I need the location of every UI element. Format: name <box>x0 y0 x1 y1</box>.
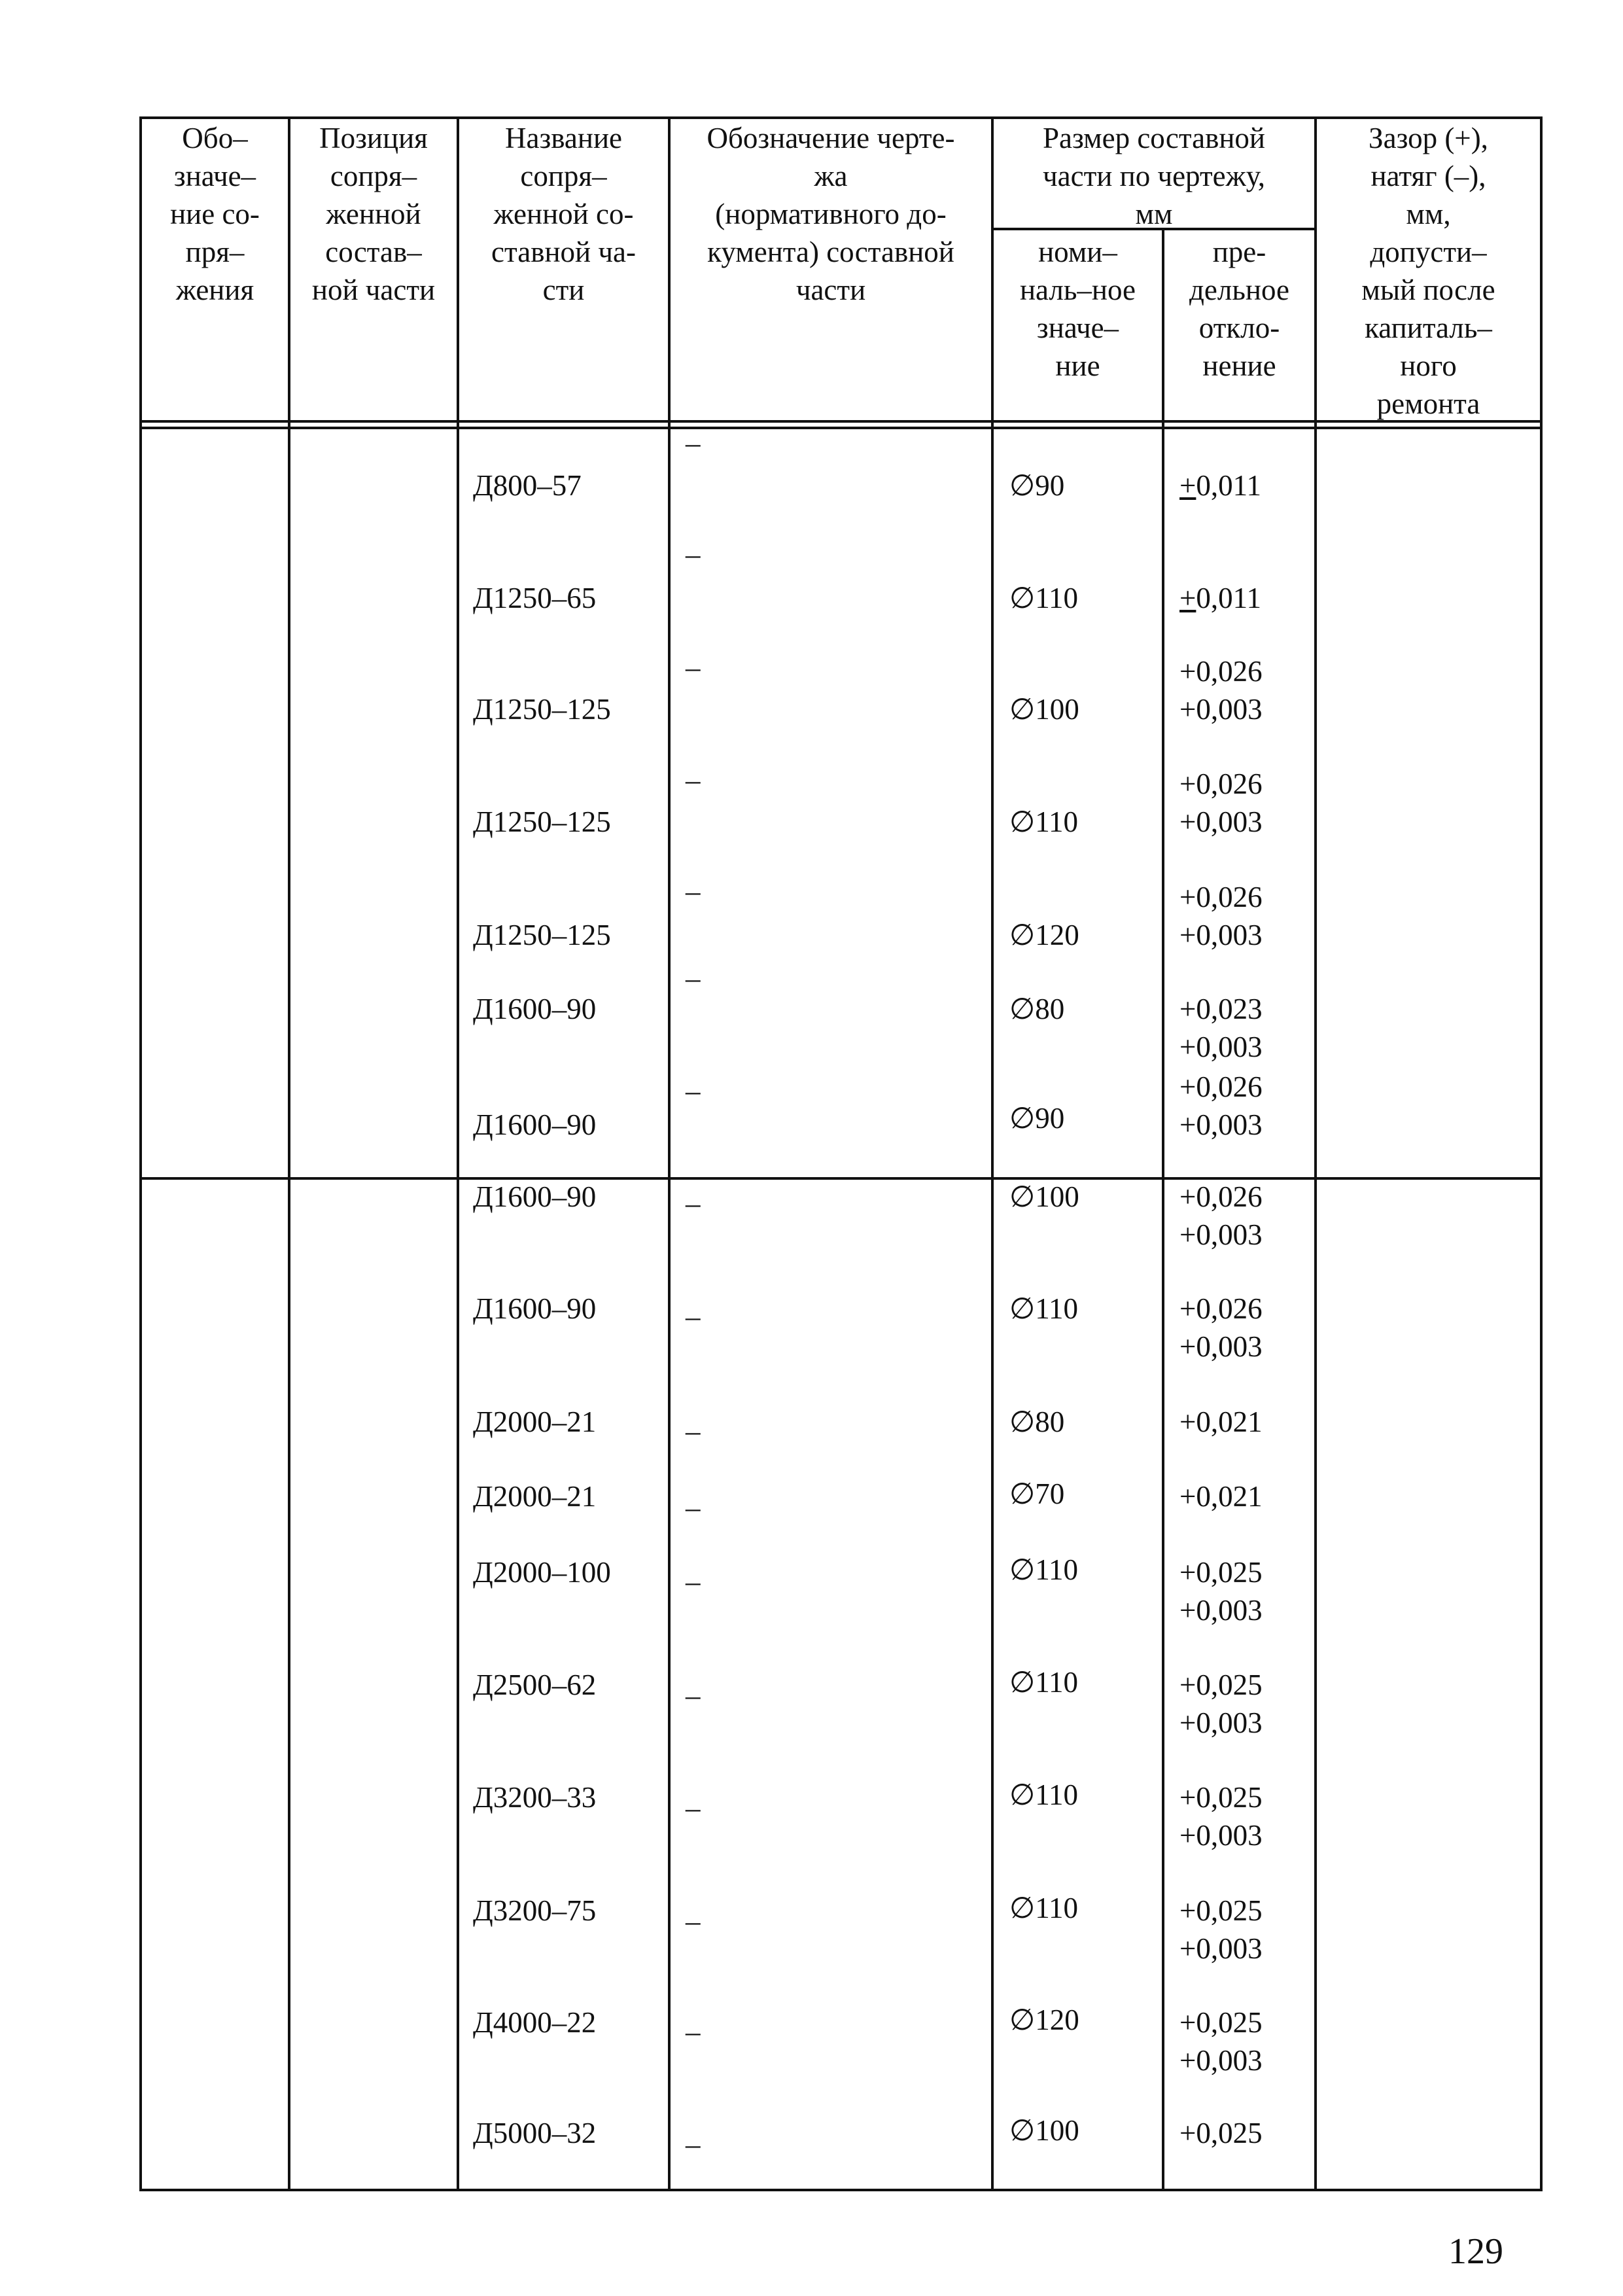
row-deviation-lower: +0,003 <box>1179 2044 1263 2077</box>
header-position: Позиция сопря– женной состав– ной части <box>311 122 436 306</box>
row-part-name: Д1600–90 <box>473 993 597 1025</box>
row-drawing-designation: – <box>686 1905 701 1937</box>
page-number: 129 <box>1448 2231 1503 2272</box>
row-drawing-designation: – <box>686 1187 701 1220</box>
row-deviation-upper: +0,021 <box>1179 1405 1263 1438</box>
header-deviation: пре- дельное откло- нение <box>1189 236 1289 382</box>
row-nominal-size: ∅80 <box>1009 993 1065 1025</box>
row-deviation-upper: +0,025 <box>1179 1669 1263 1701</box>
row-drawing-designation: – <box>686 764 701 796</box>
row-drawing-designation: – <box>686 2015 701 2048</box>
row-part-name: Д1250–125 <box>473 693 611 726</box>
header-bottom-line-2 <box>139 427 1543 429</box>
row-nominal-size: ∅110 <box>1009 1553 1079 1586</box>
row-deviation-upper: +0,026 <box>1179 881 1263 913</box>
row-drawing-designation: – <box>686 1074 701 1107</box>
row-part-name: Д5000–32 <box>473 2117 597 2149</box>
row-part-name: Д4000–22 <box>473 2006 597 2039</box>
row-drawing-designation: – <box>686 875 701 908</box>
row-drawing-designation: – <box>686 1679 701 1712</box>
row-deviation-upper: +0,026 <box>1179 1292 1263 1325</box>
row-deviation-upper: +0,025 <box>1179 1556 1263 1589</box>
header-part-name: Название сопря– женной со- ставной ча- сти <box>491 122 636 306</box>
row-drawing-designation: – <box>686 1565 701 1598</box>
row-nominal-size: ∅110 <box>1009 1778 1079 1811</box>
row-part-name: Д2000–21 <box>473 1405 597 1438</box>
row-deviation-upper: +0,011 <box>1179 582 1261 614</box>
row-deviation-lower: +0,003 <box>1179 1706 1263 1739</box>
row-drawing-designation: – <box>686 651 701 684</box>
row-drawing-designation: – <box>686 2128 701 2161</box>
row-deviation-lower: +0,003 <box>1179 1330 1263 1363</box>
row-deviation-lower: +0,003 <box>1179 805 1263 838</box>
header-part-size: Размер составной части по чертежу, мм <box>1042 122 1265 230</box>
header-drawing-designation: Обозначение черте- жа (нормативного до- кумента) составной части <box>707 122 955 306</box>
header-designation: Обо– значе– ние со- пря– жения <box>170 122 260 306</box>
row-part-name: Д2000–21 <box>473 1480 597 1513</box>
row-part-name: Д3200–33 <box>473 1781 597 1814</box>
row-nominal-size: ∅120 <box>1009 919 1079 951</box>
row-drawing-designation: – <box>686 1415 701 1447</box>
header-clearance: Зазор (+), натяг (–), мм, допусти– мый после капиталь– ного ремонта <box>1361 122 1495 420</box>
row-nominal-size: ∅100 <box>1009 1180 1079 1213</box>
row-nominal-size: ∅90 <box>1009 1102 1065 1135</box>
row-nominal-size: ∅70 <box>1009 1477 1065 1510</box>
col-divider-5 <box>1162 228 1164 2191</box>
row-part-name: Д3200–75 <box>473 1894 597 1927</box>
row-part-name: Д1600–90 <box>473 1292 597 1325</box>
row-deviation-lower: +0,003 <box>1179 1108 1263 1141</box>
row-part-name: Д1250–65 <box>473 582 597 614</box>
row-nominal-size: ∅110 <box>1009 1892 1079 1924</box>
row-deviation-lower: +0,003 <box>1179 919 1263 951</box>
row-drawing-designation: – <box>686 1792 701 1824</box>
row-part-name: Д1250–125 <box>473 805 611 838</box>
row-deviation-upper: +0,026 <box>1179 768 1263 800</box>
row-deviation-upper: +0,025 <box>1179 1781 1263 1814</box>
row-nominal-size: ∅80 <box>1009 1405 1065 1438</box>
row-deviation-upper: +0,025 <box>1179 1894 1263 1927</box>
row-nominal-size: ∅110 <box>1009 805 1079 838</box>
row-nominal-size: ∅100 <box>1009 2114 1079 2147</box>
row-deviation-upper: +0,025 <box>1179 2117 1263 2149</box>
row-deviation-lower: +0,003 <box>1179 1594 1263 1627</box>
row-deviation-upper: +0,026 <box>1179 1070 1263 1103</box>
row-deviation-upper: +0,026 <box>1179 655 1263 688</box>
row-drawing-designation: – <box>686 1491 701 1524</box>
row-nominal-size: ∅110 <box>1009 582 1079 614</box>
row-deviation-upper: +0,023 <box>1179 993 1263 1025</box>
row-deviation-upper: +0,025 <box>1179 2006 1263 2039</box>
row-deviation-lower: +0,003 <box>1179 1819 1263 1852</box>
row-deviation-lower: +0,003 <box>1179 1218 1263 1251</box>
row-deviation-upper: +0,026 <box>1179 1180 1263 1213</box>
row-nominal-size: ∅110 <box>1009 1292 1079 1325</box>
row-drawing-designation: – <box>686 538 701 571</box>
row-part-name: Д1600–90 <box>473 1108 597 1141</box>
header-nominal: номи– наль–ное значе– ние <box>1019 236 1136 382</box>
row-part-name: Д2000–100 <box>473 1556 611 1589</box>
row-nominal-size: ∅120 <box>1009 2004 1079 2036</box>
spec-table <box>139 116 1543 2191</box>
row-deviation-lower: +0,003 <box>1179 1932 1263 1965</box>
group-divider <box>139 1177 1543 1180</box>
row-part-name: Д1600–90 <box>473 1180 597 1213</box>
row-part-name: Д1250–125 <box>473 919 611 951</box>
row-nominal-size: ∅100 <box>1009 693 1079 726</box>
row-drawing-designation: – <box>686 1300 701 1333</box>
row-deviation-lower: +0,003 <box>1179 693 1263 726</box>
row-nominal-size: ∅110 <box>1009 1666 1079 1699</box>
row-nominal-size: ∅90 <box>1009 469 1065 502</box>
row-deviation-upper: +0,021 <box>1179 1480 1263 1513</box>
row-drawing-designation: – <box>686 962 701 995</box>
row-deviation-lower: +0,003 <box>1179 1031 1263 1063</box>
row-deviation-upper: +0,011 <box>1179 469 1261 502</box>
row-drawing-designation: – <box>686 427 701 459</box>
table-border-bottom <box>139 2189 1543 2191</box>
row-part-name: Д800–57 <box>473 469 582 502</box>
row-part-name: Д2500–62 <box>473 1669 597 1701</box>
